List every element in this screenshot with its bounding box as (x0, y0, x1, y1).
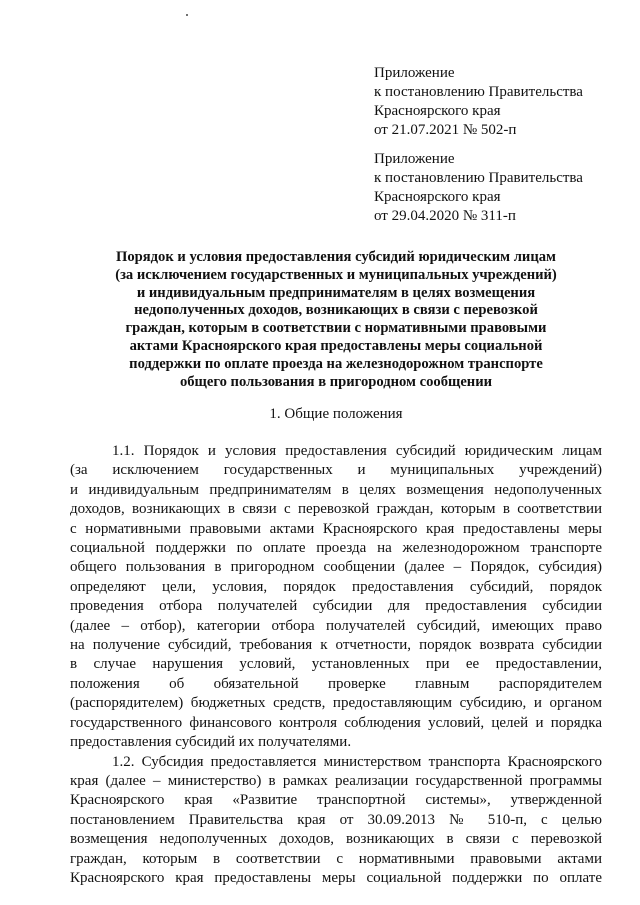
paragraph-1-line: (распорядителем) бюджетных средств, предоставляющим субсидию, и органом (70, 695, 602, 712)
title-line: и индивидуальным предпринимателям в целях возмещения (136, 284, 536, 301)
title-line: граждан, которым в соответствии с нормативными правовыми (125, 320, 547, 337)
paragraph-2-line: возмещения недополученных доходов, возникающих в связи с перевозкой (70, 831, 602, 848)
paragraph-2-line: Красноярского края предоставлены меры социальной поддержки по оплате (70, 869, 602, 886)
approval-line: от 21.07.2021 № 502-п (374, 122, 517, 138)
title-line: поддержки по оплате проезда на железнодорожном транспорте (129, 355, 543, 372)
document-title (70, 249, 602, 391)
paragraph-1-line: общего пользования в пригородном сообщении (далее – Порядок, субсидия) (70, 559, 602, 576)
approval-line: от 29.04.2020 № 311-п (374, 208, 516, 224)
paragraph-1-line: предоставления субсидий их получателями. (70, 734, 352, 751)
section-heading: 1. Общие положения (269, 406, 403, 422)
approval-line: Приложение (374, 65, 455, 81)
scan-speck (186, 14, 188, 16)
paragraph-2-line: 1.2. Субсидия предоставляется министерством транспорта Красноярского (112, 753, 602, 770)
paragraph-2-line: Красноярского края «Развитие транспортной системы», утвержденной (70, 792, 602, 809)
paragraph-1-line: положения об обязательной проверке главным распорядителем (70, 675, 602, 692)
approval-block-2 (374, 150, 583, 226)
paragraph-1-line: определяют цели, условия, порядок предоставления субсидий, порядок (70, 578, 602, 595)
paragraph-1-line: и индивидуальным предпринимателям в целях возмещения недополученных (70, 481, 602, 498)
approval-line: Приложение (374, 151, 455, 167)
title-line: (за исключением государственных и муниципальных учреждений) (115, 266, 557, 283)
paragraph-1-line: в случае нарушения условий, установленных при ее предоставлении, (70, 656, 602, 673)
approval-block-1 (374, 64, 583, 140)
paragraph-1-line: с нормативными правовыми актами Красноярского края предоставлены меры (70, 520, 602, 537)
title-line: актами Красноярского края предоставлены меры социальной (129, 337, 543, 354)
body-text (70, 442, 602, 888)
paragraph-1-line: (далее – отбор), категории отбора получателей субсидий, имеющих право (70, 617, 602, 634)
paragraph-2-line: постановлением Правительства края от 30.09.2013 № 510-п, с целью (70, 811, 602, 828)
paragraph-2-line: края (далее – министерство) в рамках реализации государственной программы (70, 772, 602, 789)
title-line: недополученных доходов, возникающих в связи с перевозкой (134, 302, 538, 319)
paragraph-1-line: (за исключением государственных и муниципальных учреждений) (70, 462, 602, 479)
paragraph-1-line: на получение субсидий, требования к отчетности, порядок возврата субсидии (70, 637, 602, 654)
paragraph-1-line: 1.1. Порядок и условия предоставления субсидий юридическим лицам (112, 443, 602, 459)
approval-line: Красноярского края (374, 189, 501, 205)
paragraph-2-line: граждан, которым в соответствии с нормативными правовыми актами (70, 850, 602, 867)
paragraph-1-line: проведения отбора получателей субсидии для предоставления субсидии (70, 598, 602, 615)
approval-line: к постановлению Правительства (374, 84, 583, 100)
approval-line: к постановлению Правительства (374, 170, 583, 186)
title-line: Порядок и условия предоставления субсидий юридическим лицам (116, 249, 556, 265)
paragraph-1-line: социальной поддержки по оплате проезда на железнодорожном транспорте (70, 540, 602, 557)
paragraph-1-line: доходов, возникающих в связи с перевозкой граждан, которым в соответствии (70, 501, 602, 518)
approval-line: Красноярского края (374, 103, 501, 119)
title-line: общего пользования в пригородном сообщении (179, 373, 493, 390)
paragraph-1-line: государственного финансового контроля соблюдения условий, целей и порядка (70, 714, 602, 731)
